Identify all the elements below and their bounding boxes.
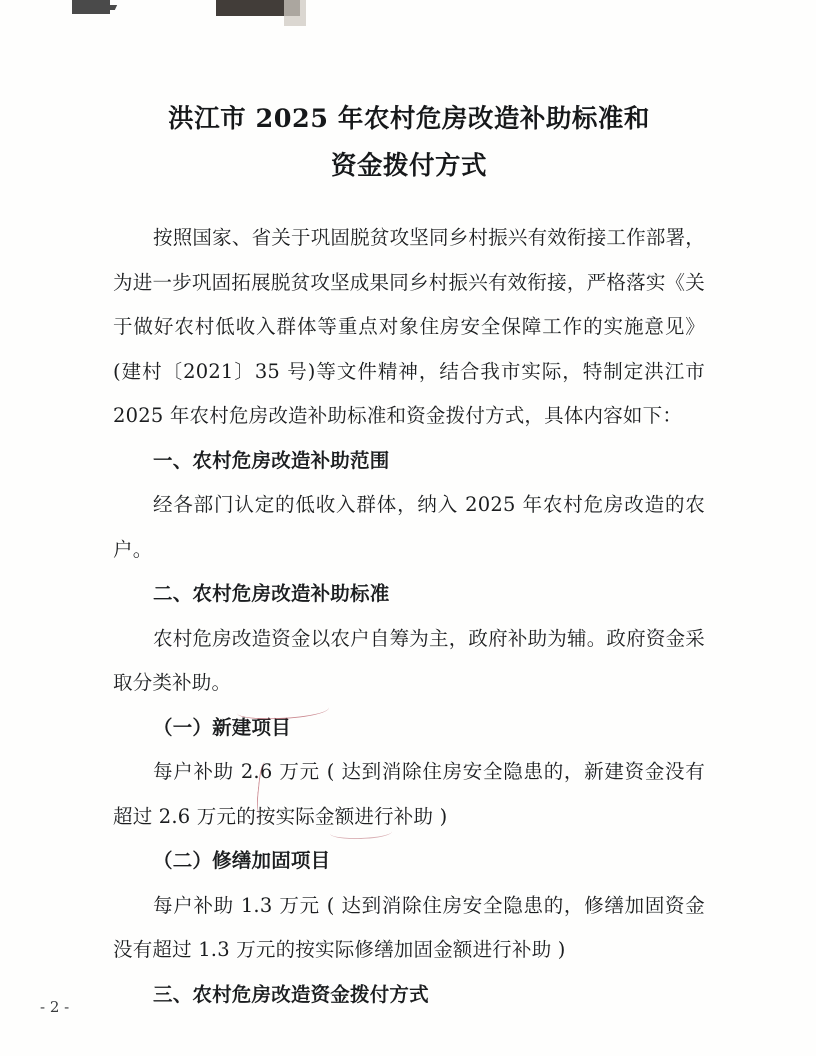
paragraph-section-2-1-body: 每户补助 2.6 万元 ( 达到消除住房安全隐患的，新建资金没有超过 2.6 万元的按实际金额进行补助 ) [113,760,705,828]
page-number: - 2 - [40,998,70,1016]
paragraph-section-2-body: 农村危房改造资金以农户自筹为主，政府补助为辅。政府资金采取分类补助。 [113,626,705,694]
heading-section-2-2: （二）修缮加固项目 [153,849,331,872]
scan-artifact-icon [72,0,110,14]
heading-section-2-1: （一）新建项目 [153,715,291,739]
page-title-line-1: 洪江市 2025 年农村危房改造补助标准和 [168,104,650,134]
heading-section-1: 一、农村危房改造补助范围 [153,448,390,472]
scan-artifact-icon [284,0,306,26]
document-text-block [113,216,705,1017]
document-body [113,96,705,1017]
heading-section-3: 三、农村危房改造资金拨付方式 [153,982,429,1006]
page-title-line-2: 资金拨付方式 [330,151,487,181]
heading-section-2: 二、农村危房改造补助标准 [153,582,390,605]
paragraph-section-1-body: 经各部门认定的低收入群体，纳入 2025 年农村危房改造的农户。 [113,493,705,561]
paragraph-section-2-2-body: 每户补助 1.3 万元 ( 达到消除住房安全隐患的，修缮加固资金没有超过 1.3 万元的按实际修缮加固金额进行补助 ) [113,893,705,961]
page-title [113,96,705,190]
paragraph-preamble: 按照国家、省关于巩固脱贫攻坚同乡村振兴有效衔接工作部署，为进一步巩固拓展脱贫攻坚成果同乡村振兴有效衔接，严格落实《关于做好农村低收入群体等重点对象住房安全保障工作的实施意见》(建村〔2021〕35 号)等文件精神，结合我市实际，特制定洪江市 2025 年农村危房改造补助标准和资金拨付方式，具体内容如下： [113,226,705,427]
